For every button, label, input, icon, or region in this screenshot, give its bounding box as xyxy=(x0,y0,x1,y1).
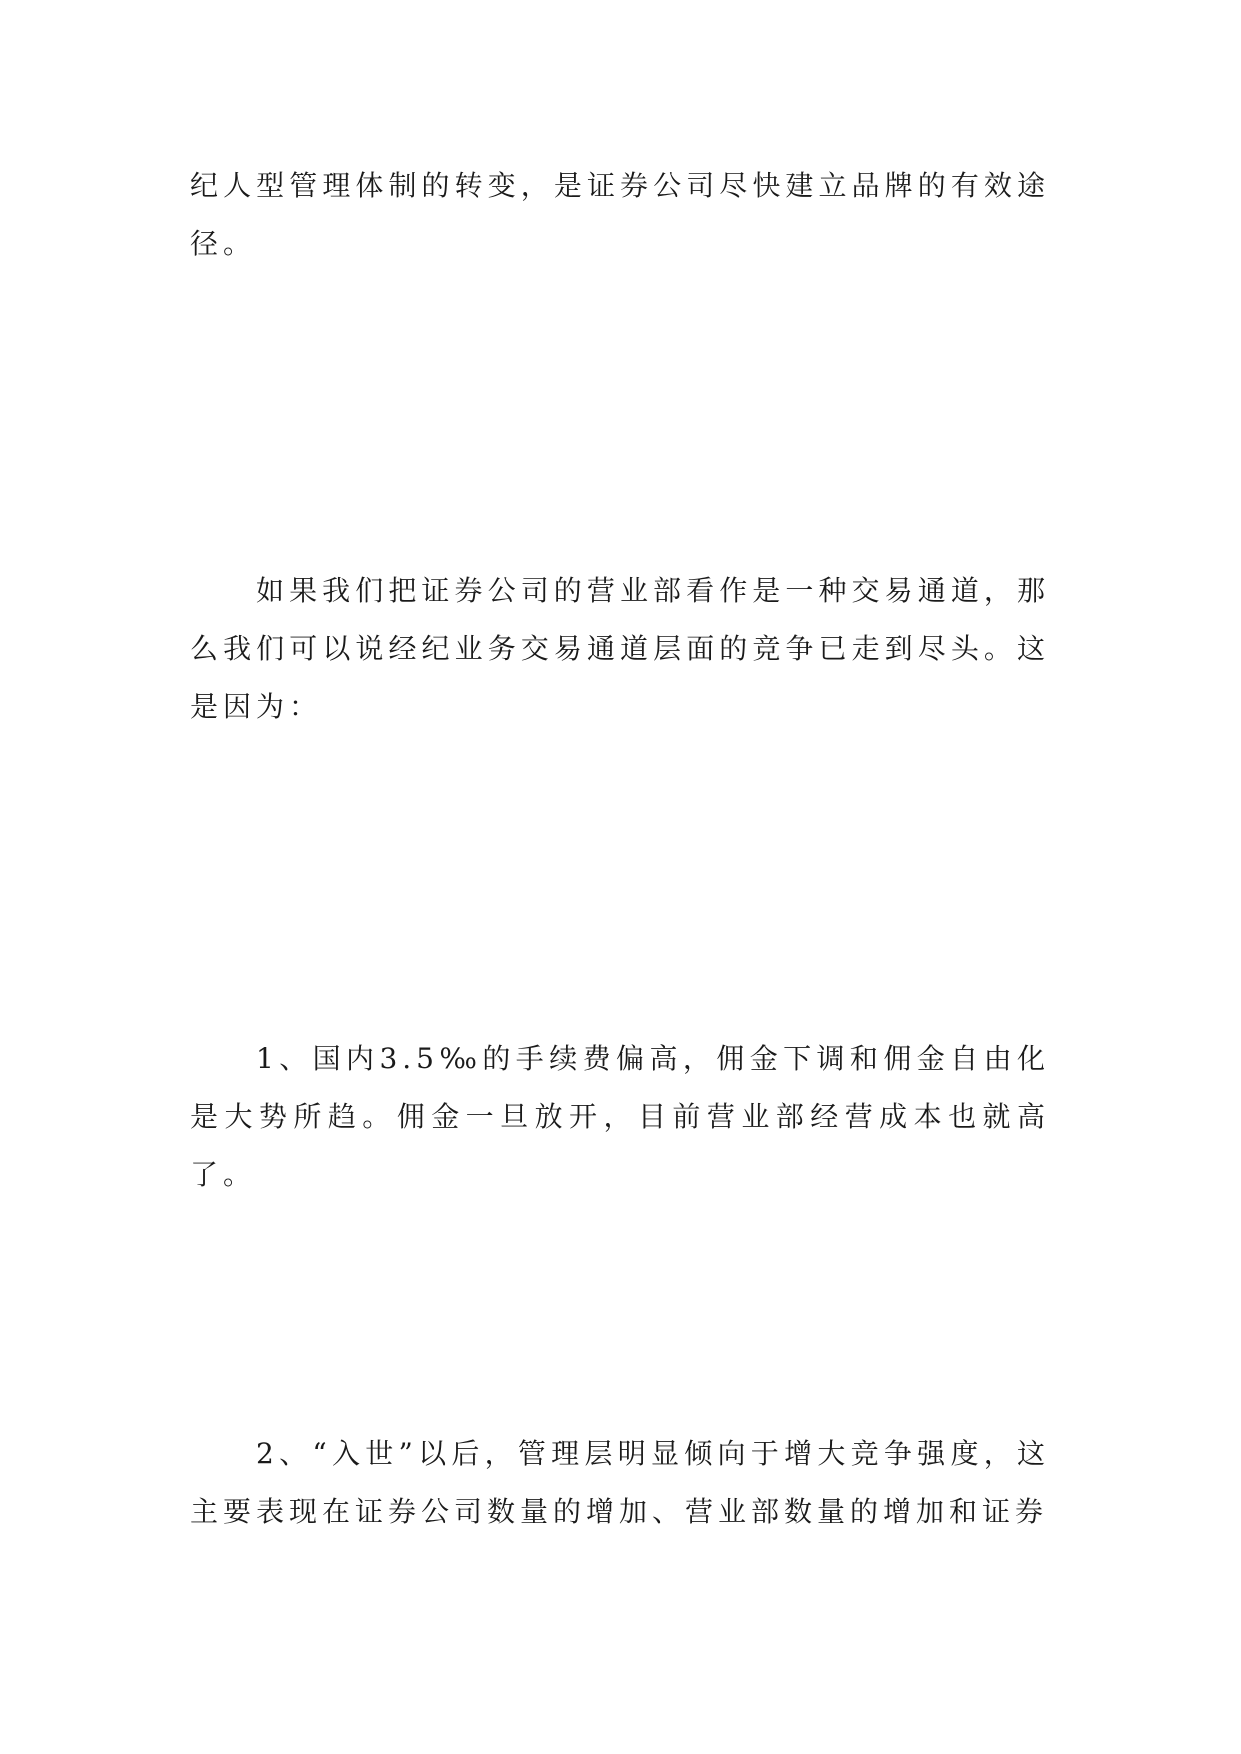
paragraph-point-2: 2、“入世”以后，管理层明显倾向于增大竞争强度，这主要表现在证券公司数量的增加、营业部数量的增加和证券 xyxy=(190,1437,1050,1528)
paragraph-intro: 如果我们把证券公司的营业部看作是一种交易通道，那么我们可以说经纪业务交易通道层面的竞争已走到尽头。这是因为： xyxy=(190,574,1050,723)
paragraph-point-1: 1、国内3.5‰的手续费偏高，佣金下调和佣金自由化是大势所趋。佣金一旦放开，目前营业部经营成本也就高了。 xyxy=(190,1042,1050,1191)
paragraph-continuation: 纪人型管理体制的转变，是证券公司尽快建立品牌的有效途径。 xyxy=(190,169,1050,260)
